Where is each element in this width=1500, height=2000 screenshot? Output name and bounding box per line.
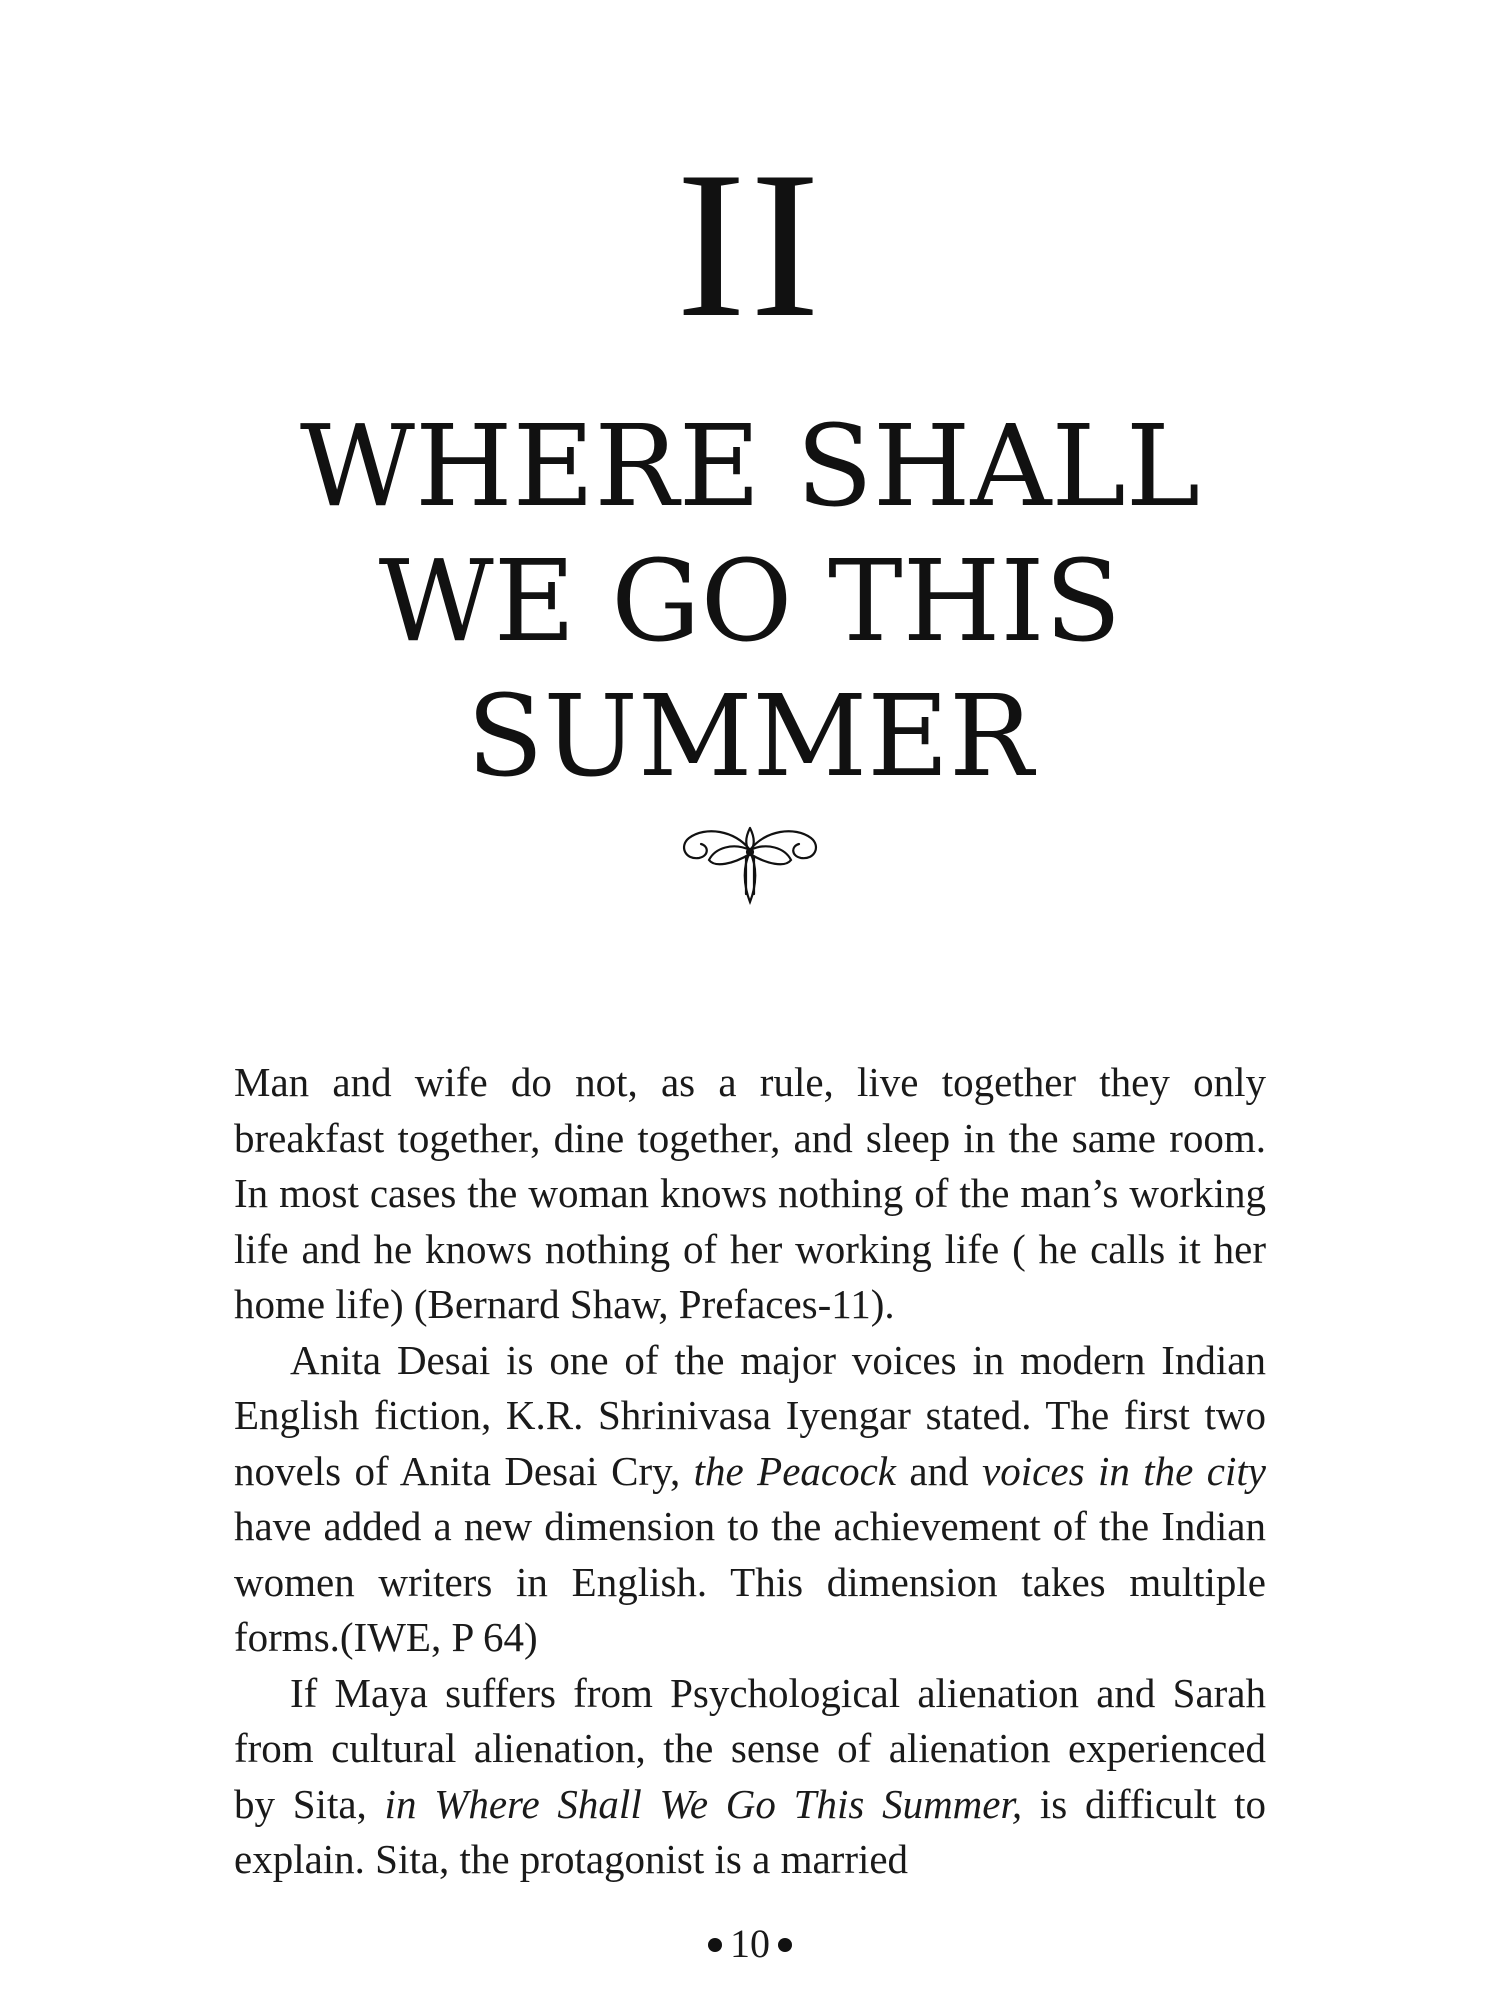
page-number: 10: [730, 1921, 770, 1966]
paragraph-3-text-b: is difficult to explain. Sita, the protagonist is a married: [234, 1780, 1266, 1882]
paragraph-2-italic-title-2: voices in the city: [982, 1447, 1266, 1494]
bullet-dot-icon: [708, 1938, 722, 1952]
page-footer: [0, 1920, 1500, 1967]
chapter-title-line-1: WHERE SHALL: [299, 402, 1201, 532]
flourish-ornament-icon: [675, 808, 825, 908]
paragraph-3-text-a: If Maya suffers from Psychological alienation and Sarah from cultural alienation, the sense of alienation experienced by Sita,: [234, 1669, 1266, 1827]
bullet-dot-icon: [778, 1938, 792, 1952]
paragraph-2-text-c: have added a new dimension to the achievement of the Indian women writers in English. This dimension takes multiple forms.(IWE, P 64): [234, 1503, 1266, 1660]
chapter-title-line-3: SUMMER: [466, 672, 1034, 802]
paragraph-2-text-b: and: [896, 1447, 983, 1494]
chapter-title: [0, 400, 1500, 805]
paragraph-3: [234, 1666, 1266, 1888]
paragraph-2: [234, 1333, 1266, 1666]
paragraph-1: Man and wife do not, as a rule, live together they only breakfast together, dine together, and sleep in the same room. In most cases the woman knows nothing of the man’s working life and he knows nothing of her working life ( he calls it her home life) (Bernard Shaw, Prefaces-11).: [234, 1059, 1266, 1327]
chapter-title-line-2: WE GO THIS: [378, 537, 1122, 667]
chapter-number: II: [676, 129, 824, 361]
paragraph-2-text-a: Anita Desai is one of the major voices in modern Indian English fiction, K.R. Shrinivasa Iyengar stated. The first two novels of Anita Desai Cry,: [234, 1336, 1266, 1494]
paragraph-2-italic-title-1: the Peacock: [693, 1447, 896, 1494]
body-text: [234, 1055, 1266, 1888]
paragraph-3-italic-title: in Where Shall We Go This Summer,: [384, 1780, 1023, 1827]
